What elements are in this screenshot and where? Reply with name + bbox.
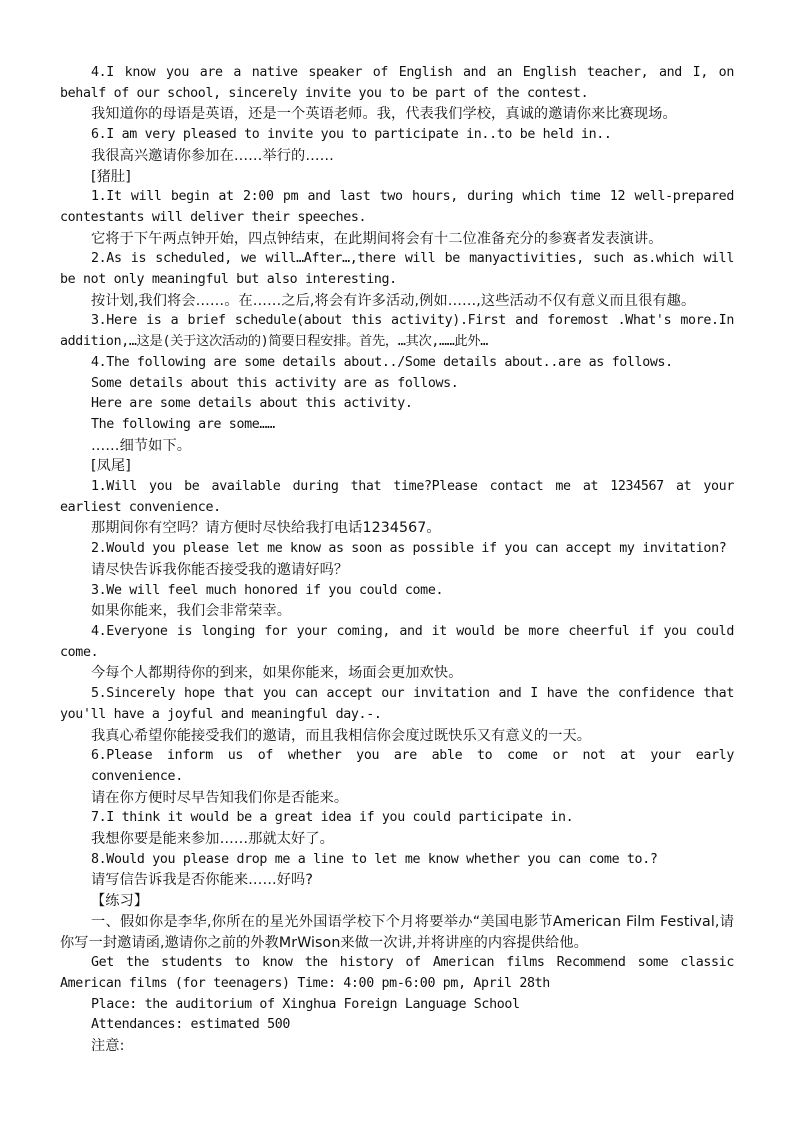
paragraph: 如果你能来，我们会非常荣幸。 [91,603,292,620]
paragraph: Get the students to know the history of American films Recommend some classic American films (for teenagers) Time: 4:00 pm-6:00 pm, April 28th [60,955,734,991]
paragraph: 4.The following are some details about../Some details about..are as follows. [91,354,673,370]
section-heading: [凤尾] [91,458,131,475]
paragraph: 7.I think it would be a great idea if you could participate in. [91,810,574,826]
paragraph: Some details about this activity are as follows. [91,375,459,391]
paragraph: 5.Sincerely hope that you can accept our invitation and I have the confidence that you'll have a joyful and meaningful day.-. [60,686,734,722]
paragraph: 8.Would you please drop me a line to let me know whether you can come to.? [91,851,658,867]
paragraph: Place: the auditorium of Xinghua Foreign Language School [91,996,520,1012]
paragraph: 3.Here is a brief schedule(about this activity).First and foremost .What's more.In addition,…这是(关于这次活动的)简要日程安排。首先，…其次,……此外… [60,313,734,350]
section-heading: [猪肚] [91,168,131,185]
paragraph: ……细节如下。 [91,437,192,454]
paragraph: Attendances: estimated 500 [91,1017,291,1033]
paragraph: 6.I am very pleased to invite you to participate in..to be held in.. [91,127,612,143]
paragraph: 请尽快告诉我你能否接受我的邀请好吗？ [91,561,349,578]
paragraph: 今每个人都期待你的到来，如果你能来，场面会更加欢快。 [91,665,463,682]
paragraph: 4.Everyone is longing for your coming, and it would be more cheerful if you could come. [60,623,734,660]
paragraph: 请在你方便时尽早告知我们你是否能来。 [91,789,349,806]
paragraph: 6.Please inform us of whether you are able to come or not at your early convenience. [91,748,734,784]
paragraph: 3.We will feel much honored if you could come. [91,582,444,598]
paragraph: 4.I know you are a native speaker of English and an English teacher, and I, on behalf of our school, sincerely invite you to be part of the contest. [60,65,734,101]
paragraph: 注意: [91,1038,125,1055]
paragraph: 2.Would you please let me know as soon as possible if you can accept my invitation? [91,541,727,557]
paragraph: 我想你要是能来参加……那就太好了。 [91,831,334,848]
paragraph: 那期间你有空吗？请方便时尽快给我打电话1234567。 [91,520,441,537]
paragraph: 请写信告诉我是否你能来……好吗? [91,872,313,889]
paragraph: The following are some…… [91,416,275,432]
paragraph: 我真心希望你能接受我们的邀请，而且我相信你会度过既快乐又有意义的一天。 [91,727,592,744]
paragraph: 我很高兴邀请你参加在……举行的…… [91,147,334,164]
paragraph: 我知道你的母语是英语，还是一个英语老师。我，代表我们学校，真诚的邀请你来比赛现场。 [91,106,677,123]
paragraph: 一、假如你是李华,你所在的星光外国语学校下个月将要举办“美国电影节American Film Festival,请你写一封邀请函,邀请你之前的外教MrWison来做一次讲,并将讲座的内容提供给他。 [60,913,734,951]
paragraph: 2.As is scheduled, we will…After…,there will be manyactivities, such as.which will be not only meaningful but also interesting. [60,251,734,288]
paragraph: 按计划,我们将会……。在……之后,将会有许多活动,例如……,这些活动不仅有意义而且很有趣。 [91,292,696,309]
document-body [60,63,734,1057]
paragraph: 1.Will you be available during that time?Please contact me at 1234567 at your earliest convenience. [60,479,734,515]
section-heading: 【练习】 [91,893,149,910]
paragraph: 它将于下午两点钟开始，四点钟结束，在此期间将会有十二位准备充分的参赛者发表演讲。 [91,230,663,247]
paragraph: Here are some details about this activity. [91,396,413,412]
paragraph: 1.It will begin at 2:00 pm and last two hours, during which time 12 well-prepared contestants will deliver their speeches. [60,189,734,225]
